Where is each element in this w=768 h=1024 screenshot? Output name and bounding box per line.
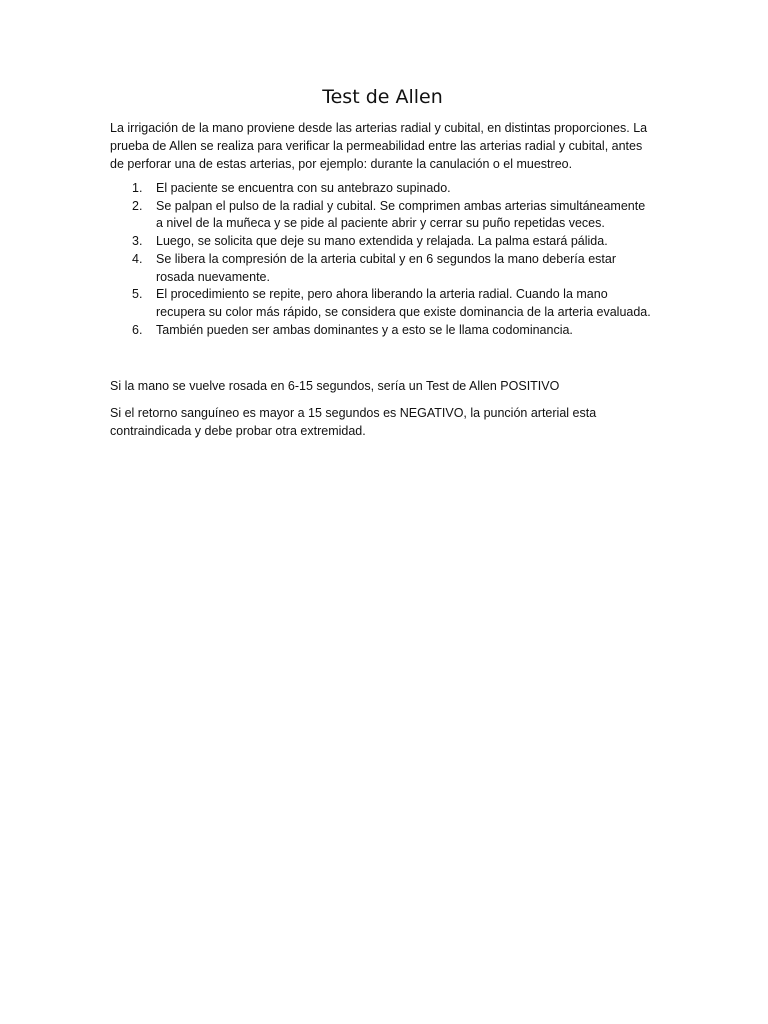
list-item-text: También pueden ser ambas dominantes y a esto se le llama codominancia.	[156, 322, 573, 337]
list-item	[110, 322, 655, 340]
list-item	[110, 198, 655, 233]
list-item-text: Se libera la compresión de la arteria cubital y en 6 segundos la mano debería estar rosada nuevamente.	[156, 251, 616, 284]
list-item-number: 6.	[132, 322, 143, 337]
list-item	[110, 286, 655, 321]
list-item-text: El procedimiento se repite, pero ahora liberando la arteria radial. Cuando la mano recupera su color más rápido, se considera que existe dominancia de la arteria evaluada.	[156, 287, 651, 319]
list-item-number: 5.	[132, 287, 143, 302]
section-spacer	[110, 339, 655, 377]
positive-result-note: Si la mano se vuelve rosada en 6-15 segundos, sería un Test de Allen POSITIVO	[110, 379, 560, 394]
list-item	[110, 180, 655, 198]
steps-list	[110, 180, 655, 339]
list-item	[110, 251, 655, 286]
list-item-number: 3.	[132, 234, 143, 249]
list-item-text: El paciente se encuentra con su antebrazo supinado.	[156, 181, 451, 195]
list-item-number: 1.	[132, 181, 143, 195]
intro-paragraph: La irrigación de la mano proviene desde las arterias radial y cubital, en distintas proporciones. La prueba de Allen se realiza para verificar la permeabilidad entre las arterias radial y cubital, antes de perforar una de estas arterias, por ejemplo: durante la canulación o el muestreo.	[110, 121, 648, 171]
list-item-number: 4.	[132, 251, 143, 266]
document-body	[110, 84, 655, 449]
negative-result-note: Si el retorno sanguíneo es mayor a 15 segundos es NEGATIVO, la punción arterial esta contraindicada y debe probar otra extremidad.	[110, 406, 597, 439]
list-item-number: 2.	[132, 198, 143, 213]
list-item-text: Se palpan el pulso de la radial y cubital. Se comprimen ambas arterias simultáneamente a nivel de la muñeca y se pide al paciente abrir y cerrar su puño repetidas veces.	[156, 198, 646, 231]
list-item	[110, 233, 655, 251]
document-title: Test de Allen	[322, 86, 443, 108]
list-item-text: Luego, se solicita que deje su mano extendida y relajada. La palma estará pálida.	[156, 234, 608, 249]
